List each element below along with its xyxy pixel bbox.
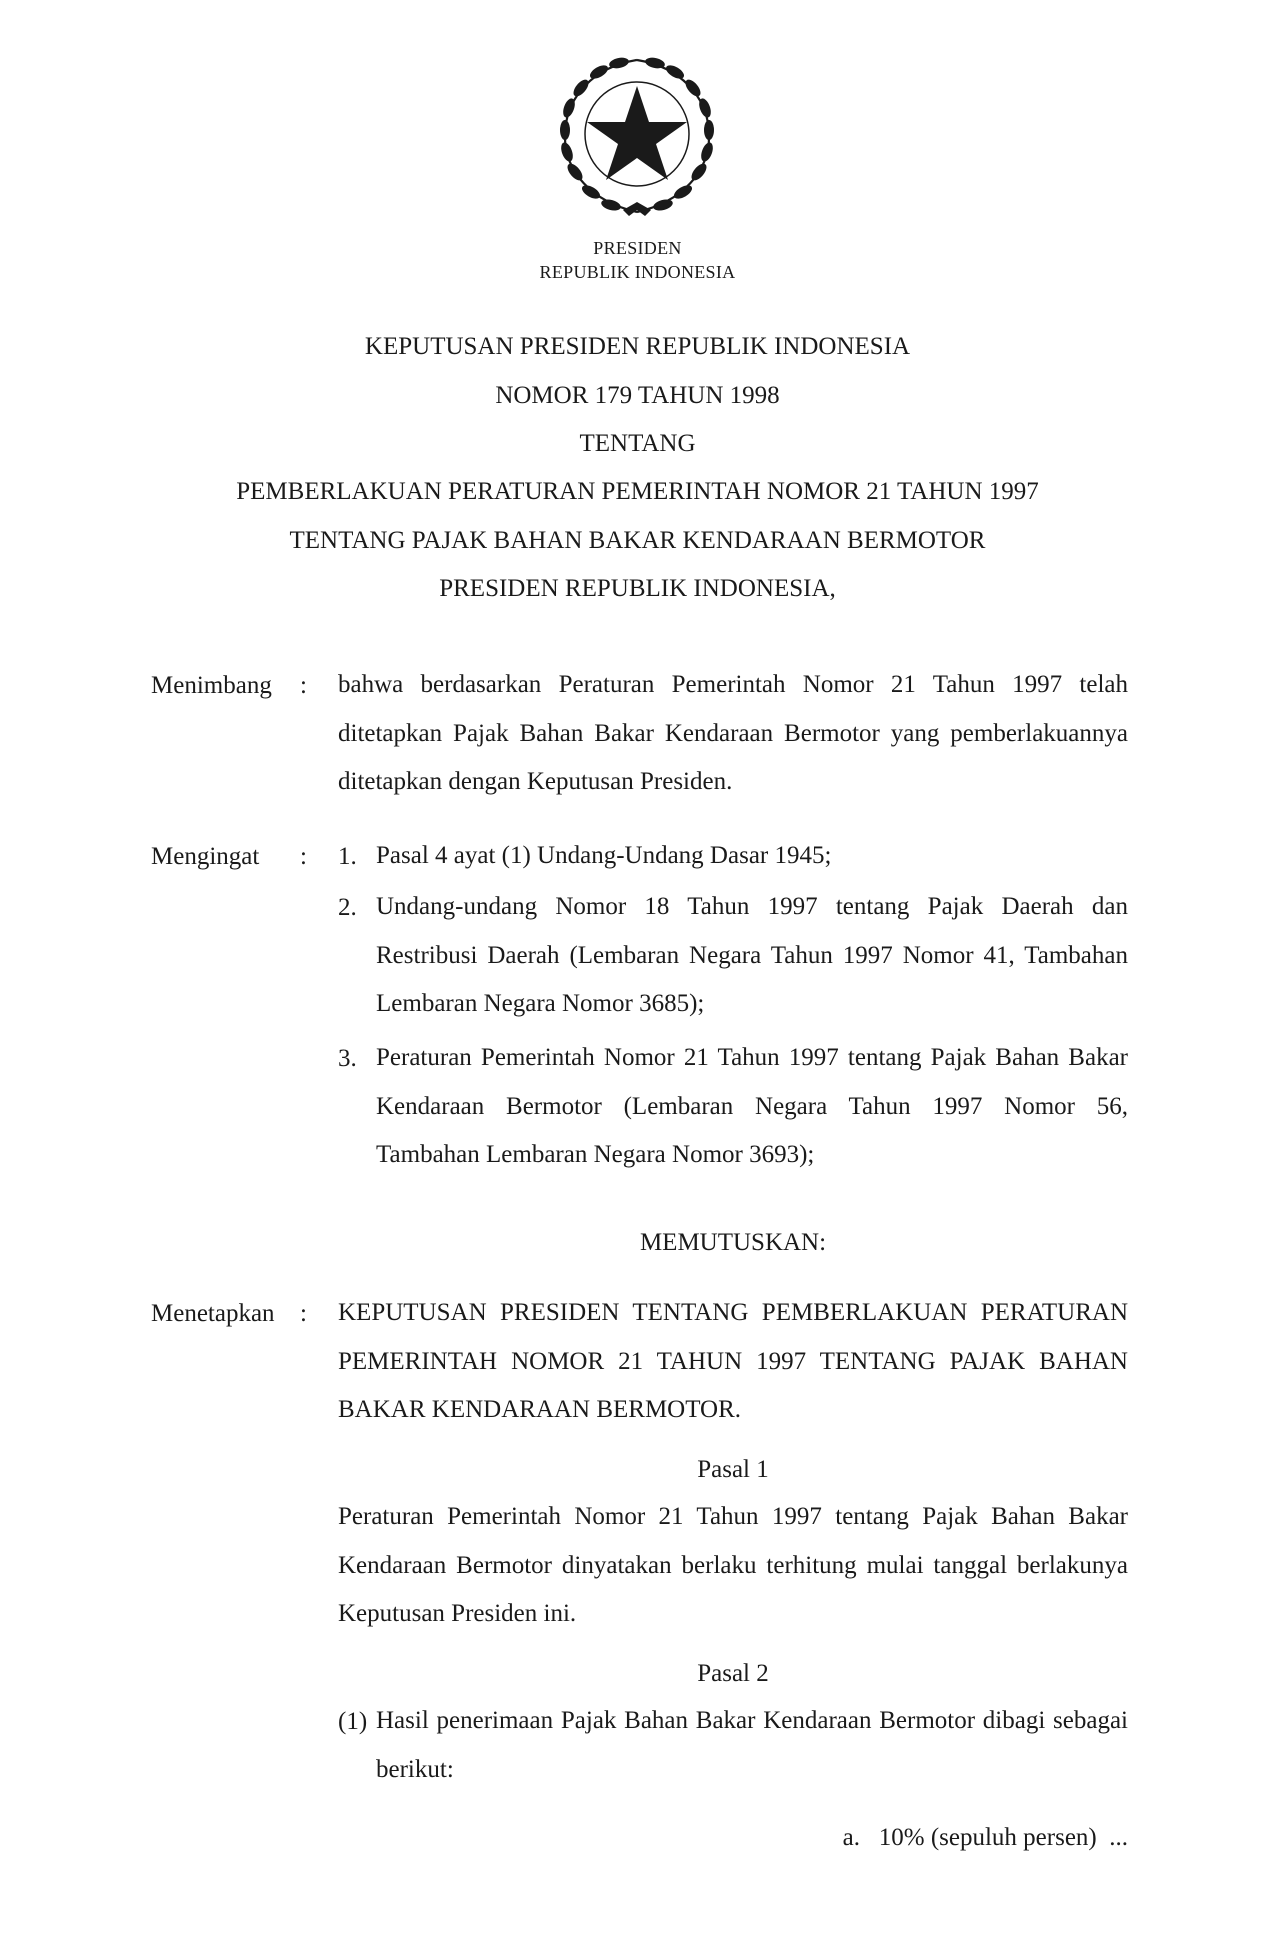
title-line-3: TENTANG — [579, 430, 696, 457]
title-line-1: KEPUTUSAN PRESIDEN REPUBLIK INDONESIA — [364, 333, 911, 360]
pasal-2-item-num: (1) — [338, 1708, 368, 1735]
mengingat-label: Mengingat — [151, 843, 260, 870]
pasal-2-heading: Pasal 2 — [697, 1660, 769, 1687]
page-continuation: a. 10% (sepuluh persen) ... — [842, 1824, 1128, 1851]
menimbang-text: bahwa berdasarkan Peraturan Pemerintah Nomor 21 Tahun 1997 telah ditetapkan Pajak Bahan Bakar Kendaraan Bermotor yang pemberlakuannya ditetapkan dengan Keputusan Presiden. — [338, 671, 1128, 795]
pasal-1-text: Peraturan Pemerintah Nomor 21 Tahun 1997 tentang Pajak Bahan Bakar Kendaraan Bermotor dinyatakan berlaku terhitung mulai tanggal berlakunya Keputusan Presiden ini. — [338, 1503, 1128, 1627]
pasal-2-item-text: Hasil penerimaan Pajak Bahan Bakar Kendaraan Bermotor dibagi sebagai berikut: — [376, 1707, 1128, 1783]
pasal-1-heading: Pasal 1 — [697, 1456, 769, 1483]
menimbang-label: Menimbang — [151, 672, 272, 699]
title-line-2: NOMOR 179 TAHUN 1998 — [495, 382, 780, 409]
menetapkan-text: KEPUTUSAN PRESIDEN TENTANG PEMBERLAKUAN PERATURAN PEMERINTAH NOMOR 21 TAHUN 1997 TENTANG PAJAK BAHAN BAKAR KENDARAAN BERMOTOR. — [338, 1299, 1128, 1423]
letterhead-line-2: REPUBLIK INDONESIA — [539, 262, 736, 282]
menetapkan-label: Menetapkan — [151, 1300, 275, 1327]
letterhead-line-1: PRESIDEN — [593, 238, 682, 258]
mengingat-item-2-num: 2. — [338, 894, 357, 921]
memutuskan-heading: MEMUTUSKAN: — [639, 1229, 827, 1256]
mengingat-colon: : — [300, 843, 307, 870]
mengingat-item-1-text: Pasal 4 ayat (1) Undang-Undang Dasar 1945; — [376, 842, 832, 869]
garuda-star-emblem-icon — [553, 52, 721, 222]
title-line-4: PEMBERLAKUAN PERATURAN PEMERINTAH NOMOR 21 TAHUN 1997 — [236, 478, 1039, 505]
mengingat-item-3-text: Peraturan Pemerintah Nomor 21 Tahun 1997 tentang Pajak Bahan Bakar Kendaraan Bermotor (Lembaran Negara Tahun 1997 Nomor 56, Tambahan Lembaran Negara Nomor 3693); — [376, 1044, 1128, 1168]
mengingat-item-2-text: Undang-undang Nomor 18 Tahun 1997 tentang Pajak Daerah dan Restribusi Daerah (Lembaran Negara Tahun 1997 Nomor 41, Tambahan Lembaran Negara Nomor 3685); — [376, 893, 1128, 1017]
title-line-6: PRESIDEN REPUBLIK INDONESIA, — [439, 575, 836, 602]
mengingat-item-1-num: 1. — [338, 843, 357, 870]
mengingat-item-3-num: 3. — [338, 1045, 357, 1072]
menimbang-colon: : — [300, 672, 307, 699]
menetapkan-colon: : — [300, 1300, 307, 1327]
title-line-5: TENTANG PAJAK BAHAN BAKAR KENDARAAN BERMOTOR — [289, 527, 986, 554]
